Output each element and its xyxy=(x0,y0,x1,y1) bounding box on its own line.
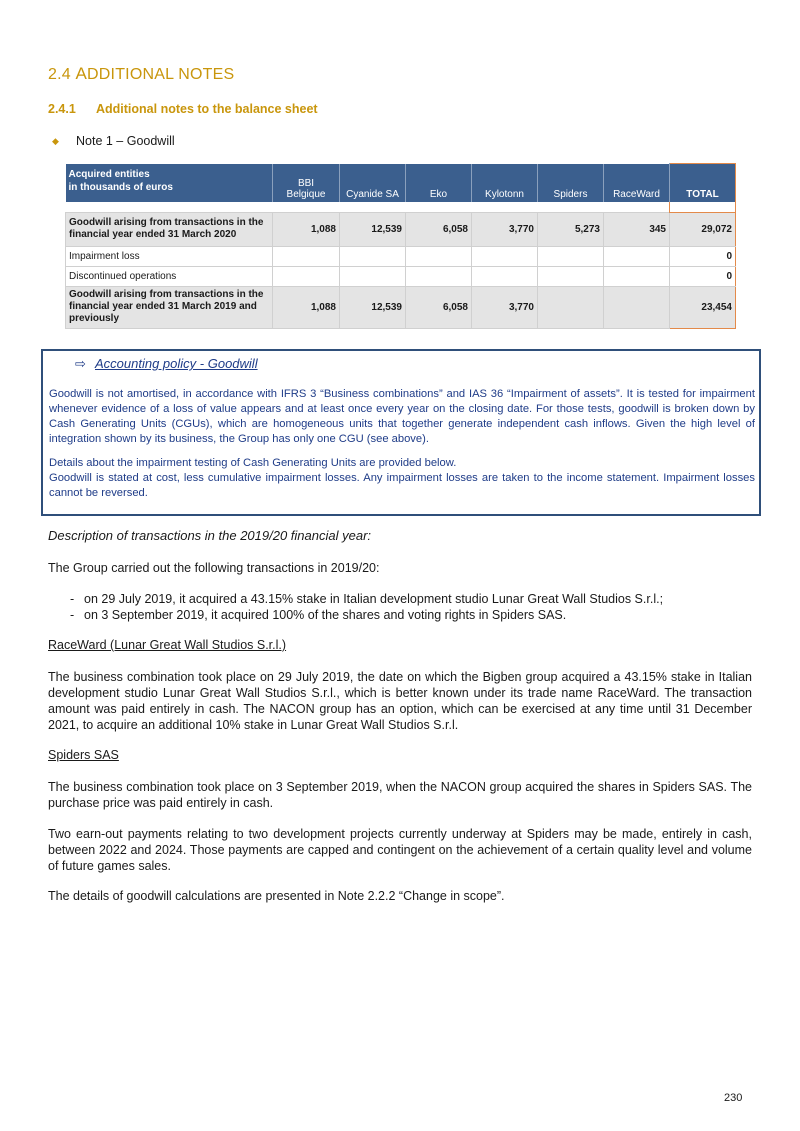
table-cell: 6,058 xyxy=(406,286,472,328)
table-cell: 3,770 xyxy=(472,212,538,246)
table-cell: 345 xyxy=(604,212,670,246)
table-cell: 6,058 xyxy=(406,212,472,246)
subsection-title: Additional notes to the balance sheet xyxy=(96,102,318,116)
table-row xyxy=(66,286,736,328)
header-eko: Eko xyxy=(406,164,472,202)
header-total: TOTAL xyxy=(670,164,736,202)
policy-title xyxy=(75,356,258,371)
intro-paragraph: The Group carried out the following transactions in 2019/20: xyxy=(48,561,380,575)
table-row xyxy=(66,266,736,286)
table-cell: 12,539 xyxy=(340,212,406,246)
header-bbi xyxy=(273,164,340,202)
transaction-list-item xyxy=(70,591,664,607)
header-bbi-line1: BBI xyxy=(297,177,315,189)
section-heading xyxy=(48,64,234,84)
table-cell xyxy=(604,246,670,266)
transaction-list-item xyxy=(70,607,567,623)
subsection-heading xyxy=(48,102,318,116)
header-kylotonn: Kylotonn xyxy=(472,164,538,202)
subsection-number: 2.4.1 xyxy=(48,102,76,116)
diamond-bullet-icon: ◆ xyxy=(52,136,59,146)
table-cell xyxy=(538,286,604,328)
table-cell xyxy=(604,266,670,286)
section-title-rest: DDITIONAL NOTES xyxy=(87,66,235,83)
spacer-row xyxy=(66,202,736,213)
transaction-text: on 3 September 2019, it acquired 100% of the shares and voting rights in Spiders SAS. xyxy=(84,608,567,622)
spiders-paragraph-2: Two earn-out payments relating to two development projects currently underway at Spiders may be made, entirely in cash, between 2022 and 2024. Those payments are capped and contingent on the achievement of a certain quality level and volume of future games sales. xyxy=(48,827,752,873)
table-cell: 5,273 xyxy=(538,212,604,246)
table-cell xyxy=(538,266,604,286)
table-header-row xyxy=(66,164,736,202)
table-cell xyxy=(538,246,604,266)
arrow-right-icon: ⇨ xyxy=(75,356,86,371)
header-cyanide: Cyanide SA xyxy=(340,164,406,202)
description-title: Description of transactions in the 2019/20 financial year: xyxy=(48,528,372,543)
policy-title-text: Accounting policy - Goodwill xyxy=(95,356,258,371)
header-raceward: RaceWard xyxy=(604,164,670,202)
header-entities xyxy=(66,164,273,202)
table-cell xyxy=(472,246,538,266)
table-cell: 12,539 xyxy=(340,286,406,328)
table-cell xyxy=(340,266,406,286)
table-cell xyxy=(604,286,670,328)
header-entities-line1: Acquired entities xyxy=(68,168,150,180)
table-cell-total: 0 xyxy=(670,246,736,266)
note-title: Note 1 – Goodwill xyxy=(76,134,175,148)
policy-paragraph-2: Details about the impairment testing of Cash Generating Units are provided below. xyxy=(49,457,457,469)
table-cell: 1,088 xyxy=(273,286,340,328)
table-cell: 1,088 xyxy=(273,212,340,246)
table-row xyxy=(66,246,736,266)
closing-paragraph: The details of goodwill calculations are presented in Note 2.2.2 “Change in scope”. xyxy=(48,889,505,903)
page-number: 230 xyxy=(724,1092,743,1104)
spiders-heading: Spiders SAS xyxy=(48,748,119,762)
row-label: Goodwill arising from transactions in the financial year ended 31 March 2019 and previously xyxy=(66,286,273,328)
table-cell xyxy=(406,246,472,266)
table-cell xyxy=(406,266,472,286)
table-row xyxy=(66,212,736,246)
table-cell-total: 0 xyxy=(670,266,736,286)
raceward-heading: RaceWard (Lunar Great Wall Studios S.r.l.) xyxy=(48,638,287,652)
header-entities-line2: in thousands of euros xyxy=(68,181,173,193)
table-cell xyxy=(273,246,340,266)
policy-paragraph-1: Goodwill is not amortised, in accordance with IFRS 3 “Business combinations” and IAS 36 “Impairment of assets”. It is tested for impairment whenever evidence of a loss of value appears and at least once every year on the closing date. For those tests, goodwill is broken down by Cash Generating Units (CGUs), which are homogeneous units that together generate independent cash inflows. Given the high level of integration shown by its business, the Group has only one CGU (see above). xyxy=(49,388,755,445)
spiders-paragraph-1: The business combination took place on 3 September 2019, when the NACON group acquired the shares in Spiders SAS. The purchase price was paid entirely in cash. xyxy=(48,780,752,810)
goodwill-table xyxy=(65,163,736,329)
header-spiders: Spiders xyxy=(538,164,604,202)
dash-bullet: - xyxy=(70,592,75,606)
note-heading xyxy=(52,134,175,148)
raceward-paragraph: The business combination took place on 29 July 2019, the date on which the Bigben group acquired a 43.15% stake in Italian development studio Lunar Great Wall Studios S.r.l., which is better known under its trade name RaceWard. The transaction amount was paid entirely in cash. The NACON group has an option, which can be exercised at any time until 31 December 2021, to acquire an additional 10% stake in Lunar Great Wall Studios S.r.l. xyxy=(48,670,752,732)
accounting-policy-box xyxy=(41,349,761,516)
header-bbi-line2: Belgique xyxy=(286,188,326,200)
row-label: Impairment loss xyxy=(66,246,273,266)
section-title-initial: A xyxy=(75,64,88,83)
dash-bullet: - xyxy=(70,608,75,622)
table-cell-total: 29,072 xyxy=(670,212,736,246)
table-cell: 3,770 xyxy=(472,286,538,328)
table-cell xyxy=(273,266,340,286)
transaction-text: on 29 July 2019, it acquired a 43.15% stake in Italian development studio Lunar Great Wall Studios S.r.l.; xyxy=(84,592,664,606)
section-number: 2.4 xyxy=(48,66,71,83)
policy-paragraph-3: Goodwill is stated at cost, less cumulative impairment losses. Any impairment losses are taken to the income statement. Impairment losses cannot be reversed. xyxy=(49,472,755,499)
table-cell xyxy=(472,266,538,286)
table-cell xyxy=(340,246,406,266)
table-cell-total: 23,454 xyxy=(670,286,736,328)
row-label: Goodwill arising from transactions in the financial year ended 31 March 2020 xyxy=(66,212,273,246)
row-label: Discontinued operations xyxy=(66,266,273,286)
